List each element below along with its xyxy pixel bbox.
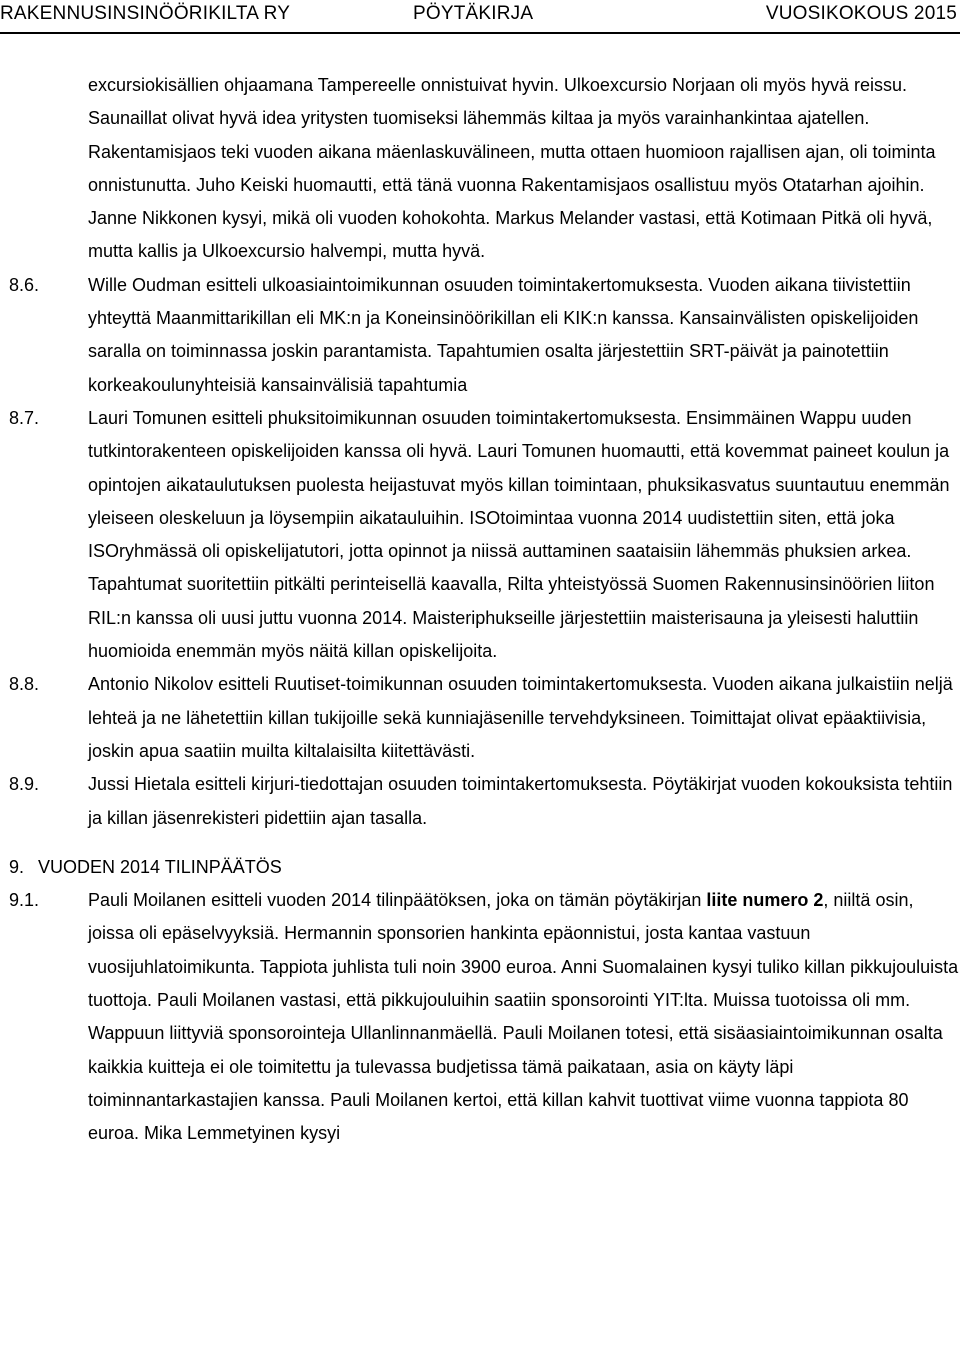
header-meeting: VUOSIKOKOUS 2015: [765, 3, 957, 24]
list-item-8-9: [0, 768, 960, 835]
list-item-8-7: [0, 402, 960, 668]
section-heading-9: [0, 851, 960, 884]
item-text-part-b: , niiltä osin, joissa oli epäselvyyksiä. Hermannin sponsorien hankinta epäonnistui, josta kantaa vastuun vuosijuhlatoimikunta. Tappiota juhlista tuli noin 3900 euroa. Anni Suomalainen kysyi tuliko killan pikkujouluista tuottoja. Pauli Moilanen vastasi, että pikkujouluihin saatiin sponsorointi YIT:lta. Muissa tuotoissa oli mm. Wappuun liittyviä sponsorointeja Ullanlinnanmäellä. Pauli Moilanen totesi, että sisäasiaintoimikunnan osalta kaikkia kuitteja ei ole toimitettu ja tulevassa budjetissa tämä paikataan, asia on käyty läpi toiminnantarkastajien kanssa. Pauli Moilanen kertoi, että killan kahvit tuottivat viime vuonna tappiota 80 euroa. Mika Lemmetyinen kysyi: [88, 890, 959, 1144]
section-title: VUODEN 2014 TILINPÄÄTÖS: [38, 856, 282, 877]
item-text: Wille Oudman esitteli ulkoasiaintoimikunnan osuuden toimintakertomuksesta. Vuoden aikana tiivistettiin yhteyttä Maanmittarikillan eli MK:n ja Koneinsinöörikillan eli KIK:n kanssa. Kansainvälisten opiskelijoiden saralla on toiminnassa joskin parantamista. Tapahtumien osalta järjestettiin SRT-päivät ja painotettiin korkeakoulunyhteisiä kansainvälisiä tapahtumia: [88, 274, 919, 395]
section-number: 9.: [9, 856, 25, 877]
item-text: Antonio Nikolov esitteli Ruutiset-toimikunnan osuuden toimintakertomuksesta. Vuoden aikana julkaistiin neljä lehteä ja ne lähetettiin killan tukijoille sekä kunniajäsenille tervehdyksineen. Toimittajat olivat epäaktiivisia, joskin apua saatiin muilta kiltalaisilta kiitettävästi.: [88, 674, 953, 761]
header-organization: RAKENNUSINSINÖÖRIKILTA RY: [0, 3, 291, 24]
item-number: 8.6.: [9, 274, 40, 295]
item-text-part-a: Pauli Moilanen esitteli vuoden 2014 tilinpäätöksen, joka on tämän pöytäkirjan: [88, 890, 707, 911]
item-number: 8.8.: [9, 674, 40, 695]
item-number: 8.7.: [9, 407, 40, 428]
document-body: [0, 69, 960, 1151]
header-document-type: PÖYTÄKIRJA: [413, 3, 534, 24]
list-item-8-6: [0, 269, 960, 402]
item-number: 8.9.: [9, 774, 40, 795]
item-text: Jussi Hietala esitteli kirjuri-tiedottajan osuuden toimintakertomuksesta. Pöytäkirjat vuoden kokouksista tehtiin ja killan jäsenrekisteri pidettiin ajan tasalla.: [88, 774, 953, 828]
page-header: [0, 0, 960, 34]
paragraph-continuation: [0, 69, 960, 269]
attachment-reference: liite numero 2: [706, 890, 824, 911]
item-number: 9.1.: [9, 890, 40, 911]
list-item-8-8: [0, 668, 960, 768]
list-item-9-1: [0, 884, 960, 1150]
item-text: Lauri Tomunen esitteli phuksitoimikunnan osuuden toimintakertomuksesta. Ensimmäinen Wappu uuden tutkintorakenteen opiskelijoiden kanssa oli hyvä. Lauri Tomunen huomautti, että kovemmat paineet koulun ja opintojen aikataulutuksen puolesta heijastuvat myös killan toimintaan, phuksikasvatus suuntautuu enemmän yleiseen oleskeluun ja löysempiin aikatauluihin. ISOtoimintaa vuonna 2014 uudistettiin siten, että joka ISOryhmässä oli opiskelijatutori, jotta opinnot ja niissä auttaminen saataisiin lähemmäs phuksien arkea. Tapahtumat suoritettiin pitkälti perinteisellä kaavalla, Rilta yhteistyössä Suomen Rakennusinsinöörien liiton RIL:n kanssa oli uusi juttu vuonna 2014. Maisteriphukseille järjestettiin maisterisauna ja yleisesti haluttiin huomioida enemmän myös näitä killan opiskelijoita.: [88, 407, 950, 662]
paragraph-text: excursiokisällien ohjaamana Tampereelle onnistuivat hyvin. Ulkoexcursio Norjaan oli myös hyvä reissu. Saunaillat olivat hyvä idea yritysten tuomiseksi lähemmäs kiltaa ja myös varainhankintaa ajatellen. Rakentamisjaos teki vuoden aikana mäenlaskuvälineen, mutta ottaen huomioon rajallisen ajan, oli toiminta onnistunutta. Juho Keiski huomautti, että tänä vuonna Rakentamisjaos osallistuu myös Otatarhan ajoihin. Janne Nikkonen kysyi, mikä oli vuoden kohokohta. Markus Melander vastasi, että Kotimaan Pitkä oli hyvä, mutta kallis ja Ulkoexcursio halvempi, mutta hyvä.: [88, 75, 936, 262]
